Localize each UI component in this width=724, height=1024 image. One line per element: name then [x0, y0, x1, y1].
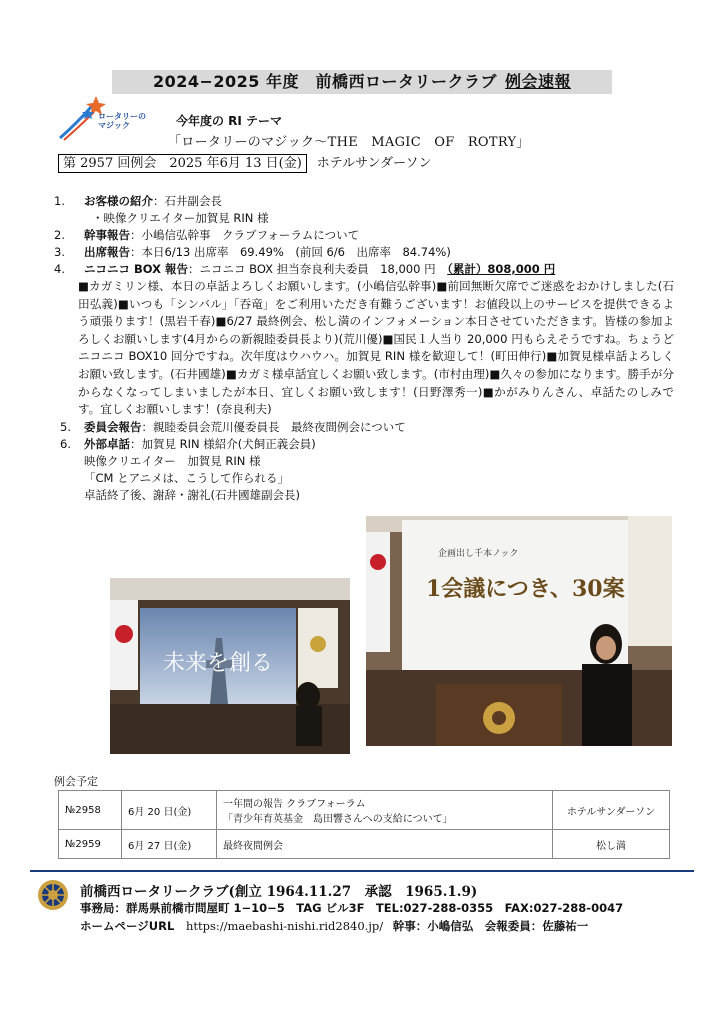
schedule-label: 例会予定 — [54, 775, 98, 788]
item-text: ：石井副会長 — [153, 194, 222, 208]
schedule-number: №2958 — [59, 791, 122, 830]
schedule-content — [217, 791, 553, 830]
footer-club-name: 前橋西ロータリークラブ — [80, 884, 229, 900]
photo-2-scene — [366, 516, 672, 746]
item-text: ：ニコニコ BOX 担当奈良利夫委員 18,000 円 — [188, 262, 448, 276]
footer-contact — [80, 918, 588, 934]
item-committee — [54, 419, 674, 436]
schedule-venue: 松し満 — [553, 830, 670, 859]
theme-text: 「ロータリーのマジック～THE MAGIC OF ROTRY」 — [168, 135, 530, 150]
item-guests — [54, 193, 674, 210]
meeting-info — [58, 152, 431, 171]
schedule-table — [58, 790, 670, 859]
item-label: 出席報告 — [84, 245, 130, 259]
item-label: 外部卓話 — [84, 436, 130, 451]
header-banner — [112, 70, 612, 94]
footer-secretary: 幹事：小嶋信弘 会報委員：佐藤祐一 — [392, 919, 589, 933]
photo-2-screen-text: 1会議につき、30案 — [426, 576, 625, 602]
item-secretary — [54, 227, 674, 244]
talk-title: 「CM とアニメは、こうして作られる」 — [84, 470, 290, 485]
schedule-date: 6月 27 日(金) — [122, 830, 217, 859]
photo-1-screen-text: 未来を創る — [162, 651, 274, 676]
item-number: 3. — [54, 245, 65, 259]
photo-presentation-1 — [110, 578, 350, 754]
meeting-venue: ホテルサンダーソン — [316, 156, 432, 171]
schedule-number: №2959 — [59, 830, 122, 859]
footer-founded: (創立 1964.11.27 承認 1965.1.9) — [228, 884, 478, 900]
header-subtitle: 例会速報 — [505, 72, 572, 91]
photo-presentation-2 — [366, 516, 672, 746]
item-external-talk — [54, 436, 674, 453]
homepage-link[interactable]: https://maebashi-nishi.rid2840.jp/ — [185, 919, 384, 933]
schedule-venue: ホテルサンダーソン — [553, 791, 670, 830]
schedule-date: 6月 20 日(金) — [122, 791, 217, 830]
photo-1-scene — [110, 578, 350, 754]
item-number: 4. — [54, 262, 65, 276]
table-row — [59, 791, 670, 830]
theme-title: 今年度の RI テーマ — [176, 114, 283, 128]
item-label: ニコニコ BOX 報告 — [84, 262, 189, 276]
rotary-wheel-icon — [36, 878, 70, 912]
footer-office-text: 事務局：群馬県前橋市問屋町 1−10−5 TAG ビル3F TEL:027-288-0355 FAX:027-288-0047 — [80, 901, 624, 915]
item-text: ：加賀見 RIN 様紹介(犬飼正義会員) — [130, 436, 316, 451]
item-text: ：小嶋信弘幹事 クラブフォーラムについて — [130, 228, 360, 242]
schedule-content: 最終夜間例会 — [217, 830, 553, 859]
footer-office — [80, 900, 623, 916]
item-number: 5. — [60, 419, 71, 434]
schedule-content-line1: 一年間の報告 クラブフォーラム — [223, 799, 366, 810]
meeting-number-date: 第 2957 回例会 2025 年6月 13 日(金) — [58, 154, 307, 173]
photo-2-screen-small: 企画出し千本ノック — [438, 549, 519, 559]
footer-divider — [30, 870, 694, 872]
item-nikoniko — [54, 261, 674, 278]
item-text: ：本日6/13 出席率 69.49% (前回 6/6 出席率 84.74%) — [130, 245, 451, 259]
item-attendance — [54, 244, 674, 261]
report-items — [54, 193, 674, 504]
header-title: 2024−2025 年度 前橋西ロータリークラブ — [152, 72, 498, 91]
footer-club — [80, 880, 477, 900]
logo-line2: マジック — [98, 121, 130, 130]
item-number: 1. — [54, 194, 65, 208]
item-label: 委員会報告 — [84, 419, 142, 434]
logo-text — [98, 112, 146, 130]
footer-homepage-label: ホームページURL — [80, 919, 175, 933]
nikoniko-total: （累計）808,000 円 — [447, 262, 556, 276]
table-row — [59, 830, 670, 859]
talk-closing: 卓話終了後、謝辞・謝礼(石井國雄副会長) — [84, 487, 300, 502]
item-label: お客様の紹介 — [84, 194, 153, 208]
item-text: ：親睦委員会荒川優委員長 最終夜間例会について — [141, 419, 406, 434]
logo-line1: ロータリーの — [98, 112, 146, 121]
item-number: 6. — [60, 436, 71, 451]
item-number: 2. — [54, 228, 65, 242]
schedule-content-line2: 「青少年育英基金 島田響さんへの支給について」 — [223, 814, 453, 825]
item-guests-sub: ・映像クリエイター加賀見 RIN 様 — [92, 211, 269, 225]
nikoniko-messages: ■カガミリン様、本日の卓話よろしくお願いします。(小嶋信弘幹事)■前回無断欠席でご迷惑をおかけしました(石田弘義)■いつも「シンバル」「吞竜」をご利用いただき有難うございます！お値段以上のサービスを提供できるよう頑張ります！(黒岩千春)■6/27 最終例会、松し満のインフォメーション本日させていただきます。皆様の参加よろしくお願いします(4月からの新親睦委員長より)(荒川優)■国民１人当り 20,000 円もらえそうですね。ちょうどニコニコ BOX10 回分ですね。次年度はウハウハ。加賀見 RIN 様を歓迎して！(町田伸行)■加賀見様卓話よろしくお願い致します。(石井國雄)■カガミ様卓話宜しくお願い致します。(市村由理)■久々の参加になります。勝手が分からなくなってしまいましたが本日、宜しくお願い致します！(日野澤秀一)■かがみりんさん、卓話たのしみです。宜しくお願いします！(奈良利夫) — [78, 279, 674, 417]
item-label: 幹事報告 — [84, 228, 130, 242]
talk-speaker: 映像クリエイター 加賀見 RIN 様 — [84, 453, 261, 468]
